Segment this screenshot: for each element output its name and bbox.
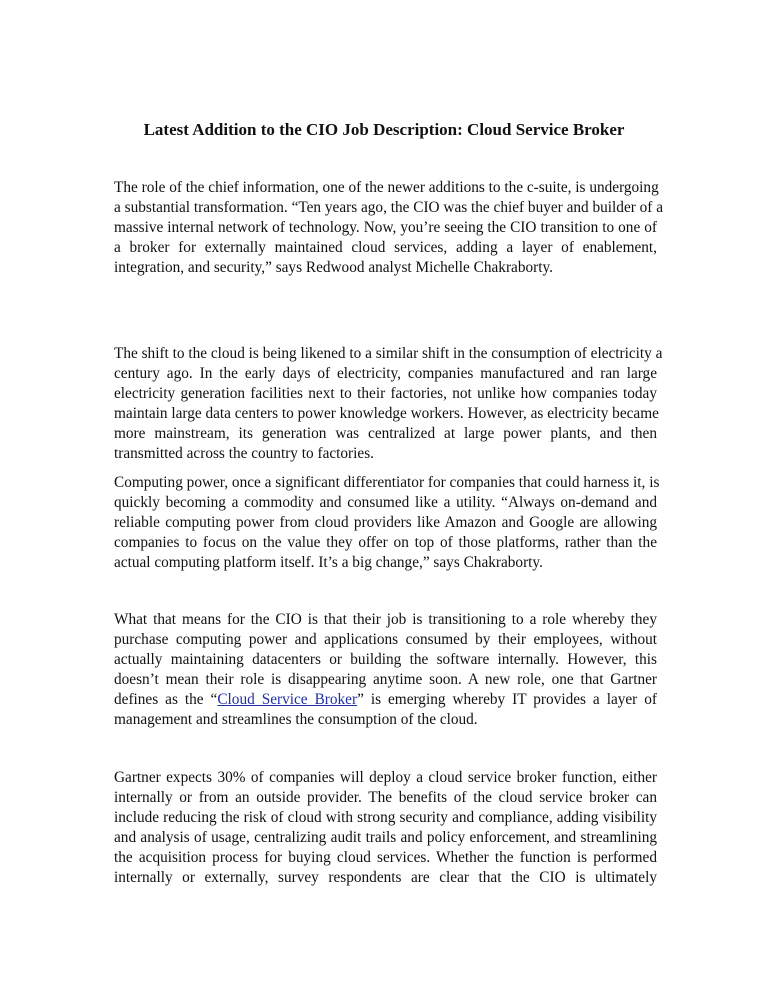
text-line: and analysis of usage, centralizing audit trails and policy enforcement, and streamlining (114, 829, 657, 846)
text-line: companies to focus on the value they offer on top of those platforms, rather than the (114, 534, 657, 551)
text-line: integration, and security,” says Redwood analyst Michelle Chakraborty. (114, 259, 553, 276)
text-line: purchase computing power and applications consumed by their employees, without (114, 631, 657, 648)
text-line: century ago. In the early days of electricity, companies manufactured and ran large (114, 365, 657, 382)
text-line: actually maintaining datacenters or building the software internally. However, this (114, 651, 657, 668)
paragraph-3 (114, 473, 660, 573)
text-line: management and streamlines the consumption of the cloud. (114, 711, 478, 728)
text-line: What that means for the CIO is that their job is transitioning to a role whereby they (114, 611, 657, 628)
text-line: The shift to the cloud is being likened to a similar shift in the consumption of electricity a (114, 345, 663, 362)
text-line: transmitted across the country to factories. (114, 445, 374, 462)
text-segment: ” is emerging whereby IT provides a layer of (357, 691, 657, 708)
text-line: maintain large data centers to power knowledge workers. However, as electricity became (114, 405, 659, 422)
text-line: doesn’t mean their role is disappearing anytime soon. A new role, one that Gartner (114, 671, 657, 688)
text-line: Computing power, once a significant differentiator for companies that could harness it, is (114, 474, 660, 491)
text-line: massive internal network of technology. Now, you’re seeing the CIO transition to one of (114, 219, 657, 236)
text-line: include reducing the risk of cloud with strong security and compliance, adding visibility (114, 809, 657, 826)
paragraph-1 (114, 178, 664, 278)
text-line: internally or from an outside provider. The benefits of the cloud service broker can (114, 789, 657, 806)
text-line: actual computing platform itself. It’s a big change,” says Chakraborty. (114, 554, 543, 571)
paragraph-2 (114, 344, 663, 464)
text-line: a broker for externally maintained cloud services, adding a layer of enablement, (114, 239, 657, 256)
text-line: quickly becoming a commodity and consumed like a utility. “Always on-demand and (114, 494, 657, 511)
paragraph-4 (114, 610, 657, 730)
text-line: reliable computing power from cloud providers like Amazon and Google are allowing (114, 514, 657, 531)
cloud-service-broker-link[interactable]: Cloud Service Broker (217, 691, 358, 708)
text-line: the acquisition process for buying cloud services. Whether the function is performed (114, 849, 657, 866)
text-line: electricity generation facilities next to their factories, not unlike how companies today (114, 385, 657, 402)
text-line: The role of the chief information, one of the newer additions to the c-suite, is undergoing (114, 179, 659, 196)
text-line-with-link (114, 690, 657, 710)
text-line: Gartner expects 30% of companies will deploy a cloud service broker function, either (114, 769, 657, 786)
text-line: more mainstream, its generation was centralized at large power plants, and then (114, 425, 657, 442)
text-segment: defines as the “ (114, 691, 218, 708)
document-title: Latest Addition to the CIO Job Description: Cloud Service Broker (143, 120, 625, 139)
text-line: internally or externally, survey respondents are clear that the CIO is ultimately (114, 869, 657, 886)
paragraph-5 (114, 768, 657, 888)
text-line: a substantial transformation. “Ten years ago, the CIO was the chief buyer and builder of a (114, 199, 664, 216)
